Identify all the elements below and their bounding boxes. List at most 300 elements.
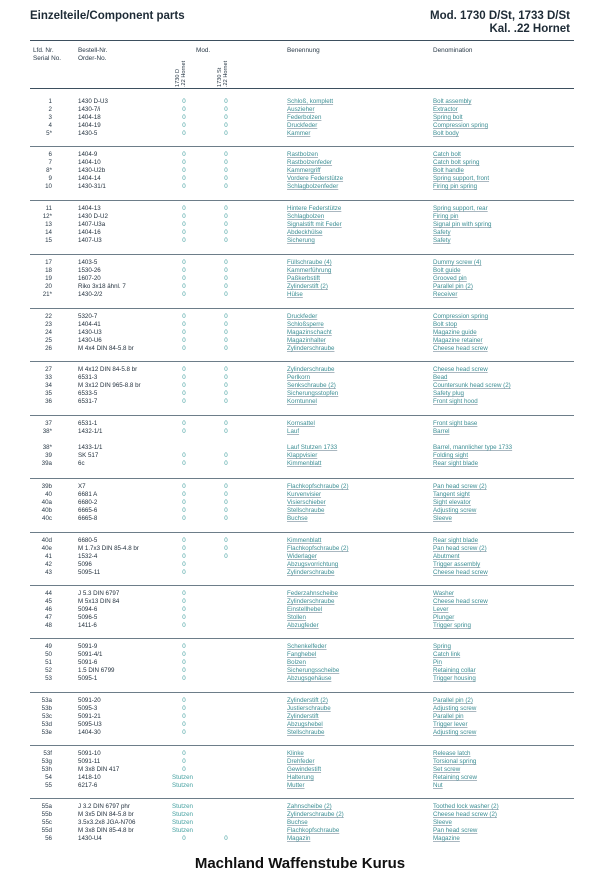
table-row <box>0 827 600 835</box>
cell-benennung: Auszieher <box>287 106 315 113</box>
cell-serial: 25 <box>45 337 52 344</box>
cell-serial: 38* <box>42 428 52 435</box>
cell-order-no: 1407-U3a <box>78 221 106 228</box>
cell-mod-1730st: 0 <box>224 460 228 467</box>
table-row <box>0 382 600 390</box>
cell-mod-1730st: 0 <box>224 329 228 336</box>
cell-benennung: Gewindestift <box>287 766 322 773</box>
cell-serial: 5* <box>46 130 52 137</box>
cell-denomination: Cheese head screw (2) <box>433 811 497 818</box>
table-row <box>0 114 600 122</box>
cell-order-no: 1.5 DIN 6799 <box>78 667 115 674</box>
cell-order-no: 1404-13 <box>78 205 101 212</box>
table-row <box>0 758 600 766</box>
cell-order-no: 1404-18 <box>78 114 101 121</box>
cell-denomination: Parallel pin (2) <box>433 283 473 290</box>
cell-benennung: Einstellhebel <box>287 606 323 613</box>
cell-mod-1730st: 0 <box>224 483 228 490</box>
cell-serial: 46 <box>45 606 52 613</box>
cell-mod-1730d: 0 <box>182 750 186 757</box>
table-row <box>0 374 600 382</box>
cell-order-no: 1430-U6 <box>78 337 102 344</box>
cell-benennung: Schlagbolzenfeder <box>287 183 339 190</box>
cell-benennung: Bolzen <box>287 659 306 666</box>
cell-serial: 39 <box>45 452 52 459</box>
cell-serial: 11 <box>45 205 52 212</box>
cell-order-no: 1430-2/2 <box>78 291 103 298</box>
cell-mod-1730st: 0 <box>224 275 228 282</box>
cell-benennung: Abzugsgehäuse <box>287 675 332 682</box>
group-separator <box>30 308 574 309</box>
cell-serial: 43 <box>45 569 52 576</box>
cell-mod-1730st: 0 <box>224 98 228 105</box>
cell-mod-1730d: 0 <box>182 130 186 137</box>
table-row <box>0 229 600 237</box>
cell-mod-1730st: 0 <box>224 175 228 182</box>
cell-denomination: Receiver <box>433 291 458 298</box>
cell-mod-1730d: 0 <box>182 229 186 236</box>
cell-benennung: Schloß, komplett <box>287 98 334 105</box>
cell-mod-1730st: 0 <box>224 537 228 544</box>
table-row <box>0 275 600 283</box>
group-separator <box>30 478 574 479</box>
cell-denomination: Firing pin <box>433 213 459 220</box>
cell-serial: 4 <box>48 122 52 129</box>
cell-denomination: Barrel, mannlicher type 1733 <box>433 444 513 451</box>
cell-benennung: Abzugshebel <box>287 721 323 728</box>
cell-denomination: Bolt guide <box>433 267 461 274</box>
col-order-header <box>78 47 107 63</box>
cell-benennung: Zylinderstift <box>287 713 319 720</box>
cell-serial: 2 <box>48 106 52 113</box>
cell-order-no: 3.5x3.2x8 JGA-N706 <box>78 819 136 826</box>
cell-mod-1730d: 0 <box>182 366 186 373</box>
cell-benennung: Druckfeder <box>287 122 318 129</box>
cell-mod-1730d: 0 <box>182 428 186 435</box>
cell-denomination: Bolt body <box>433 130 459 137</box>
cell-serial: 12* <box>42 213 52 220</box>
cell-mod-1730d: 0 <box>182 106 186 113</box>
cell-serial: 44 <box>45 590 52 597</box>
col-mod2-label <box>217 61 229 87</box>
cell-serial: 24 <box>45 329 52 336</box>
cell-benennung: Abzugfeder <box>287 622 319 629</box>
cell-mod-1730d: 0 <box>182 667 186 674</box>
table-row <box>0 321 600 329</box>
cell-mod-1730st: 0 <box>224 515 228 522</box>
cell-denomination: Barrel <box>433 428 450 435</box>
cell-mod-1730d: 0 <box>182 590 186 597</box>
cell-denomination: Compression spring <box>433 313 489 320</box>
table-row <box>0 782 600 790</box>
table-row <box>0 819 600 827</box>
cell-denomination: Catch bolt <box>433 151 461 158</box>
table-row <box>0 750 600 758</box>
cell-serial: 8* <box>46 167 52 174</box>
cell-mod-1730st: 0 <box>224 213 228 220</box>
model-line: Mod. 1730 D/St, 1733 D/St <box>430 10 570 22</box>
cell-denomination: Trigger lever <box>433 721 468 728</box>
cell-denomination: Countersunk head screw (2) <box>433 382 511 389</box>
cell-order-no: 1430-U2b <box>78 167 106 174</box>
cell-serial: 40a <box>41 499 52 506</box>
cell-mod-1730d: 0 <box>182 537 186 544</box>
table-row <box>0 835 600 843</box>
cell-mod-1730st: 0 <box>224 151 228 158</box>
table-row <box>0 267 600 275</box>
cell-order-no: 1607-20 <box>78 275 101 282</box>
cell-mod-1730d: 0 <box>182 345 186 352</box>
cell-serial: 51 <box>45 659 52 666</box>
cell-serial: 6 <box>48 151 52 158</box>
group-separator <box>30 798 574 799</box>
cell-denomination: Spring <box>433 643 451 650</box>
cell-benennung: Füllschraube (4) <box>287 259 332 266</box>
cell-serial: 17 <box>45 259 52 266</box>
cell-mod-1730st: 0 <box>224 345 228 352</box>
cell-mod-1730st: 0 <box>224 130 228 137</box>
cell-serial: 19 <box>45 275 52 282</box>
cell-mod-1730d: 0 <box>182 337 186 344</box>
table-row <box>0 659 600 667</box>
cell-denomination: Trigger spring <box>433 622 471 629</box>
cell-benennung: Rastbolzenfeder <box>287 159 333 166</box>
cell-mod-1730d: 0 <box>182 766 186 773</box>
cell-order-no: M 3x8 DIN 85-4.8 br <box>78 827 134 834</box>
cell-order-no: 1430-31/1 <box>78 183 106 190</box>
cell-order-no: 6681 A <box>78 491 98 498</box>
cell-mod-1730d: 0 <box>182 697 186 704</box>
cell-benennung: Magazinschacht <box>287 329 332 336</box>
cell-denomination: Parallel pin (2) <box>433 697 473 704</box>
cell-mod-1730d: 0 <box>182 205 186 212</box>
cell-benennung: Lauf Stutzen 1733 <box>287 444 338 451</box>
cell-mod-1730st: 0 <box>224 499 228 506</box>
cell-denomination: Rear sight blade <box>433 537 479 544</box>
cell-benennung: Kurvenvisier <box>287 491 322 498</box>
cell-order-no: 1411-6 <box>78 622 97 629</box>
cell-mod-1730st: 0 <box>224 106 228 113</box>
table-row <box>0 803 600 811</box>
cell-denomination: Bolt handle <box>433 167 464 174</box>
cell-mod-1730d: 0 <box>182 483 186 490</box>
col-mod2-line2: .22 Hornet <box>223 60 229 87</box>
cell-order-no: 1404-19 <box>78 122 101 129</box>
table-row <box>0 151 600 159</box>
cell-denomination: Tangent sight <box>433 491 470 498</box>
cell-benennung: Kimmenblatt <box>287 460 322 467</box>
cell-benennung: Zylinderstift (2) <box>287 283 328 290</box>
cell-order-no: 6665-8 <box>78 515 98 522</box>
cell-mod-1730d: 0 <box>182 382 186 389</box>
cell-order-no: X7 <box>78 483 86 490</box>
cell-serial: 53c <box>42 713 52 720</box>
cell-denomination: Abutment <box>433 553 460 560</box>
cell-serial: 38* <box>42 444 52 451</box>
cell-mod-1730d: 0 <box>182 569 186 576</box>
cell-denomination: Magazine <box>433 835 460 842</box>
table-row <box>0 460 600 468</box>
cell-order-no: 5091-21 <box>78 713 101 720</box>
cell-order-no: 6217-6 <box>78 782 98 789</box>
cell-mod-1730d: 0 <box>182 259 186 266</box>
cell-denomination: Cheese head screw <box>433 345 488 352</box>
cell-benennung: Zylinderstift (2) <box>287 697 328 704</box>
table-row <box>0 183 600 191</box>
table-row <box>0 283 600 291</box>
cell-benennung: Stollen <box>287 614 306 621</box>
cell-mod-1730st: 0 <box>224 491 228 498</box>
table-row <box>0 483 600 491</box>
cell-order-no: 1430 D-U3 <box>78 98 108 105</box>
cell-denomination: Sleeve <box>433 515 452 522</box>
cell-mod-1730d: 0 <box>182 175 186 182</box>
table-row <box>0 221 600 229</box>
cell-mod-1730d: 0 <box>182 321 186 328</box>
cell-order-no: 1430-5 <box>78 130 98 137</box>
cell-denomination: Pan head screw (2) <box>433 483 487 490</box>
page-title: Einzelteile/Component parts <box>30 10 185 22</box>
cell-serial: 49 <box>45 643 52 650</box>
cell-mod-1730st: 0 <box>224 159 228 166</box>
cell-mod-1730d: 0 <box>182 835 186 842</box>
cell-order-no: M 3x12 DIN 965-8.8 br <box>78 382 141 389</box>
cell-order-no: 1430-U4 <box>78 835 102 842</box>
table-row <box>0 329 600 337</box>
cell-denomination: Parallel pin <box>433 713 464 720</box>
cell-mod-1730d: 0 <box>182 390 186 397</box>
cell-order-no: 1404-10 <box>78 159 101 166</box>
cell-order-no: Riko 3x18 ähnl. 7 <box>78 283 126 290</box>
cell-benennung: Schlagbolzen <box>287 213 325 220</box>
table-row <box>0 452 600 460</box>
cell-serial: 13 <box>45 221 52 228</box>
cell-serial: 39a <box>41 460 52 467</box>
cell-serial: 42 <box>45 561 52 568</box>
cell-benennung: Lauf <box>287 428 300 435</box>
table-row <box>0 398 600 406</box>
cell-benennung: Kammergriff <box>287 167 321 174</box>
cell-serial: 45 <box>45 598 52 605</box>
cell-serial: 55d <box>41 827 52 834</box>
cell-serial: 3 <box>48 114 52 121</box>
cell-serial: 9 <box>48 175 52 182</box>
cell-benennung: Visierschieber <box>287 499 326 506</box>
cell-benennung: Abdeckhülse <box>287 229 323 236</box>
cell-serial: 10 <box>45 183 52 190</box>
group-separator <box>30 692 574 693</box>
cell-mod-1730st: 0 <box>224 122 228 129</box>
col-serial-header <box>33 47 61 63</box>
cell-mod-1730d: 0 <box>182 561 186 568</box>
cell-benennung: Vordere Federstütze <box>287 175 344 182</box>
cell-order-no: 1430 D-U2 <box>78 213 108 220</box>
cell-mod-1730st: 0 <box>224 553 228 560</box>
cell-denomination: Pan head screw (2) <box>433 545 487 552</box>
cell-serial: 54 <box>45 774 52 781</box>
cell-denomination: Sleeve <box>433 819 452 826</box>
group-separator <box>30 585 574 586</box>
cell-mod-1730d: 0 <box>182 374 186 381</box>
cell-benennung: Klinke <box>287 750 304 757</box>
cell-benennung: Flachkopfschraube <box>287 827 340 834</box>
cell-denomination: Release latch <box>433 750 471 757</box>
cell-benennung: Hülse <box>287 291 303 298</box>
group-separator <box>30 200 574 201</box>
cell-serial: 53 <box>45 675 52 682</box>
cell-serial: 21* <box>42 291 52 298</box>
cell-order-no: 5091-20 <box>78 697 101 704</box>
cell-denomination: Safety plug <box>433 390 464 397</box>
cell-denomination: Pin <box>433 659 442 666</box>
cell-order-no: 6531-1 <box>78 420 98 427</box>
cell-mod-1730st: 0 <box>224 291 228 298</box>
table-row <box>0 569 600 577</box>
cell-denomination: Signal pin with spring <box>433 221 492 228</box>
cell-order-no: 1418-10 <box>78 774 101 781</box>
cell-benennung: Zylinderschraube <box>287 366 335 373</box>
cell-benennung: Halterung <box>287 774 314 781</box>
cell-mod-1730d: 0 <box>182 213 186 220</box>
table-row <box>0 643 600 651</box>
cell-serial: 52 <box>45 667 52 674</box>
cell-benennung: Perlkorn <box>287 374 311 381</box>
cell-mod-1730st: 0 <box>224 237 228 244</box>
cell-benennung: Mutter <box>287 782 305 789</box>
cell-benennung: Drehfeder <box>287 758 315 765</box>
group-separator <box>30 745 574 746</box>
cell-mod-1730st: 0 <box>224 428 228 435</box>
cell-benennung: Abzugsvorrichtung <box>287 561 339 568</box>
cell-denomination: Catch link <box>433 651 461 658</box>
cell-order-no: 1404-14 <box>78 175 101 182</box>
cell-order-no: 5094-6 <box>78 606 98 613</box>
cell-benennung: Sicherungsscheibe <box>287 667 340 674</box>
table-row <box>0 651 600 659</box>
cell-mod-1730d: Stutzen <box>172 811 193 818</box>
cell-serial: 26 <box>45 345 52 352</box>
cell-order-no: 5095-11 <box>78 569 101 576</box>
cell-serial: 53b <box>41 705 52 712</box>
cell-mod-1730d: 0 <box>182 267 186 274</box>
cell-benennung: Schenkelfeder <box>287 643 327 650</box>
cell-denomination: Plunger <box>433 614 455 621</box>
group-separator <box>30 638 574 639</box>
cell-serial: 53h <box>41 766 52 773</box>
cell-mod-1730st: 0 <box>224 267 228 274</box>
cell-denomination: Adjusting screw <box>433 507 477 514</box>
cell-serial: 40e <box>41 545 52 552</box>
cell-serial: 22 <box>45 313 52 320</box>
col-en-header: Denomination <box>433 47 473 54</box>
col-serial-de: Lfd. Nr. <box>33 47 54 54</box>
table-row <box>0 606 600 614</box>
cell-serial: 41 <box>45 553 52 560</box>
cell-denomination: Safety <box>433 237 451 244</box>
table-row <box>0 705 600 713</box>
col-mod1-label <box>175 61 187 87</box>
col-mod2-line1: 1730 St <box>217 67 223 87</box>
cell-order-no: 5091-9 <box>78 643 98 650</box>
cell-benennung: Zylinderschraube (2) <box>287 811 344 818</box>
cell-order-no: 1530-26 <box>78 267 101 274</box>
cell-mod-1730d: 0 <box>182 515 186 522</box>
cell-mod-1730d: 0 <box>182 598 186 605</box>
cell-benennung: Widerlager <box>287 553 317 560</box>
cell-serial: 53d <box>41 721 52 728</box>
cell-denomination: Washer <box>433 590 455 597</box>
cell-mod-1730st: 0 <box>224 507 228 514</box>
cell-serial: 55b <box>41 811 52 818</box>
cell-mod-1730d: Stutzen <box>172 819 193 826</box>
cell-serial: 35 <box>45 390 52 397</box>
cell-order-no: 1432-1/1 <box>78 428 103 435</box>
cell-serial: 47 <box>45 614 52 621</box>
cell-order-no: M 3x5 DIN 84-5.8 br <box>78 811 134 818</box>
cell-order-no: 1433-1/1 <box>78 444 103 451</box>
cell-serial: 37 <box>45 420 52 427</box>
cell-order-no: 5091-6 <box>78 659 98 666</box>
cell-serial: 33 <box>45 374 52 381</box>
cell-denomination: Set screw <box>433 766 461 773</box>
cell-mod-1730st: 0 <box>224 337 228 344</box>
group-separator <box>30 361 574 362</box>
cell-serial: 40b <box>41 507 52 514</box>
cell-mod-1730d: 0 <box>182 275 186 282</box>
table-row <box>0 667 600 675</box>
cell-benennung: Kammerführung <box>287 267 332 274</box>
cell-benennung: Zahnscheibe (2) <box>287 803 332 810</box>
cell-mod-1730d: 0 <box>182 151 186 158</box>
table-row <box>0 515 600 523</box>
cell-benennung: Korntunnel <box>287 398 317 405</box>
table-row <box>0 622 600 630</box>
cell-denomination: Spring bolt <box>433 114 463 121</box>
table-row <box>0 675 600 683</box>
cell-mod-1730d: 0 <box>182 705 186 712</box>
cell-order-no: 5095-1 <box>78 675 98 682</box>
cell-order-no: 6665-6 <box>78 507 98 514</box>
table-row <box>0 205 600 213</box>
cell-order-no: M 4x4 DIN 84-5.8 br <box>78 345 134 352</box>
cell-order-no: M 3x8 DIN 417 <box>78 766 120 773</box>
cell-order-no: 6680-5 <box>78 537 98 544</box>
cell-benennung: Justierschraube <box>287 705 331 712</box>
table-row <box>0 491 600 499</box>
cell-mod-1730st: 0 <box>224 283 228 290</box>
cell-denomination: Grooved pin <box>433 275 467 282</box>
table-row <box>0 130 600 138</box>
cell-order-no: 5091-11 <box>78 758 101 765</box>
group-separator <box>30 146 574 147</box>
cell-mod-1730d: 0 <box>182 221 186 228</box>
cell-mod-1730d: 0 <box>182 460 186 467</box>
table-row <box>0 499 600 507</box>
cell-serial: 53g <box>41 758 52 765</box>
cell-serial: 55c <box>42 819 52 826</box>
table-row <box>0 159 600 167</box>
cell-mod-1730st: 0 <box>224 835 228 842</box>
cell-serial: 7 <box>48 159 52 166</box>
cell-mod-1730d: 0 <box>182 507 186 514</box>
table-row <box>0 537 600 545</box>
cell-benennung: Signalstift mit Feder <box>287 221 342 228</box>
cell-denomination: Sight elevator <box>433 499 471 506</box>
cell-benennung: Magazin <box>287 835 311 842</box>
cell-mod-1730d: Stutzen <box>172 803 193 810</box>
cell-denomination: Rear sight blade <box>433 460 479 467</box>
cell-serial: 15 <box>45 237 52 244</box>
